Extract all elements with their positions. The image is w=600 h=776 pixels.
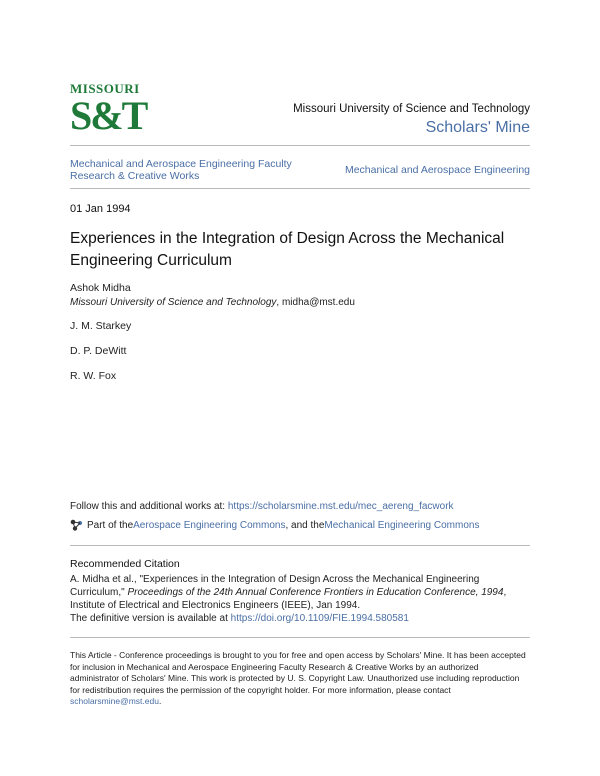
logo-main-text: S&T [70, 93, 147, 138]
author-3: D. P. DeWitt [70, 345, 127, 357]
publication-date: 01 Jan 1994 [70, 203, 131, 215]
missouri-st-logo [70, 81, 147, 138]
affiliation-institution: Missouri University of Science and Technology [70, 297, 277, 308]
divider-rights [70, 637, 530, 638]
divider-top [70, 145, 530, 146]
affiliation-email: , midha@mst.edu [276, 297, 355, 308]
part-of-prefix: Part of the [87, 519, 134, 531]
collection-link-department[interactable]: Mechanical and Aerospace Engineering [344, 164, 530, 176]
network-commons-icon [70, 519, 83, 531]
citation-line2: , Institute of Electrical and Electronics Engineers (IEEE), Jan 1994. [70, 587, 507, 611]
author-4: R. W. Fox [70, 370, 117, 382]
part-of-middle: , and the [285, 519, 325, 531]
author-2: J. M. Starkey [70, 320, 132, 332]
rights-statement [70, 650, 530, 708]
collection-link-faculty-works[interactable]: Mechanical and Aerospace Engineering Faculty Research & Creative Works [70, 158, 292, 182]
paper-title: Experiences in the Integration of Design Across the Mechanical Engineering Curriculum [70, 230, 505, 269]
doi-prefix: The definitive version is available at [70, 613, 231, 624]
follow-prefix: Follow this and additional works at: [70, 501, 228, 512]
contact-email-link[interactable]: scholarsmine@mst.edu [70, 696, 159, 706]
divider-collections [70, 188, 530, 189]
rights-end: . [158, 696, 162, 706]
rights-text: This Article - Conference proceedings is brought to you for free and open access by Scholars' Mine. It has been accepted for inclusion in Mechanical and Aerospace Engineering Faculty Research & Creative Works by an authorized administrator of Scholars' Mine. This work is protected by U. S. Copyright Law. Unauthorized use including reproduction for redistribution requires the permission of the copyright holder. For more information, please contact [70, 650, 526, 695]
divider-citation [70, 545, 530, 546]
author-1: Ashok Midha [70, 282, 131, 294]
citation-proceedings: Proceedings of the 24th Annual Conference Frontiers in Education Conference, 1994 [127, 587, 504, 598]
follow-line [70, 501, 454, 512]
citation-line1: A. Midha et al., "Experiences in the Integration of Design Across the Mechanical Engineering Curriculum," [70, 574, 480, 598]
institution-name: Missouri University of Science and Technology [293, 103, 530, 115]
citation-heading: Recommended Citation [70, 558, 180, 570]
doi-link[interactable]: https://doi.org/10.1109/FIE.1994.580581 [230, 613, 409, 624]
repository-link[interactable]: Scholars' Mine [425, 119, 530, 136]
mechanical-commons-link[interactable]: Mechanical Engineering Commons [324, 519, 480, 531]
author-affiliation [70, 297, 355, 308]
aerospace-commons-link[interactable]: Aerospace Engineering Commons [133, 519, 286, 531]
follow-url-link[interactable]: https://scholarsmine.mst.edu/mec_aereng_facwork [227, 501, 454, 512]
part-of-line [70, 519, 479, 531]
citation-text [70, 573, 535, 625]
logo-top-text: MISSOURI [70, 81, 140, 96]
